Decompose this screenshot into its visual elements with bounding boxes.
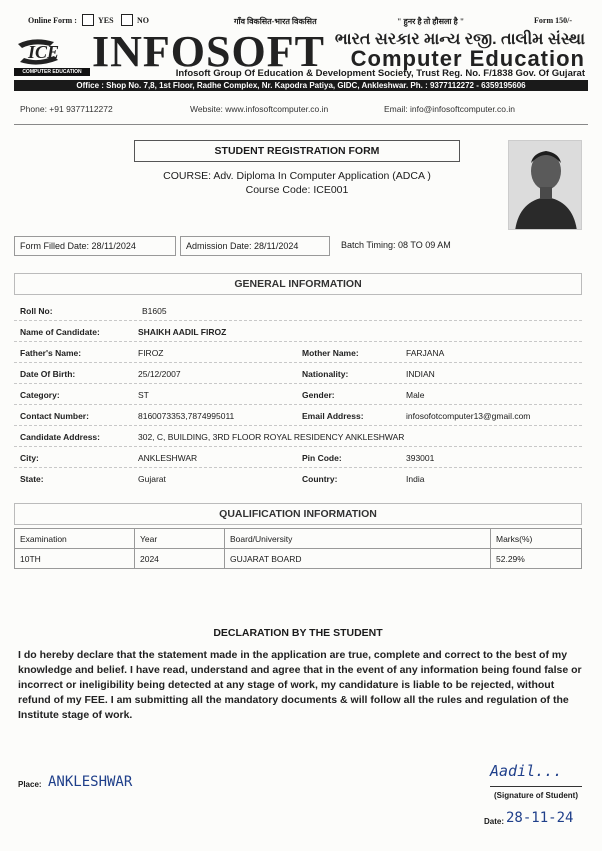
date-handwritten: 28-11-24	[506, 810, 574, 826]
online-form-label: Online Form :	[28, 16, 77, 25]
country-value: India	[406, 474, 425, 484]
header-divider	[14, 124, 588, 125]
society-line: Infosoft Group Of Education & Development Society, Trust Reg. No. F/1838 Gov. Of Gujarat	[175, 68, 585, 79]
student-photo	[508, 140, 582, 230]
row-parents	[14, 342, 582, 363]
admission-date: Admission Date: 28/11/2024	[180, 236, 330, 256]
signature-label: (Signature of Student)	[494, 791, 578, 800]
name-label: Name of Candidate:	[20, 327, 100, 337]
category-value: ST	[138, 390, 149, 400]
form-filled-date: Form Filled Date: 28/11/2024	[14, 236, 176, 256]
row-name	[14, 321, 582, 342]
hindi-slogan: " हुनर है तो हौसला है "	[397, 17, 465, 26]
address-label: Candidate Address:	[20, 432, 100, 442]
dob-value: 25/12/2007	[138, 369, 181, 379]
declaration-heading: DECLARATION BY THE STUDENT	[213, 627, 383, 639]
yes-checkbox[interactable]	[82, 14, 94, 26]
row-city	[14, 447, 582, 468]
cell-marks: 52.29%	[491, 549, 582, 569]
roll-label: Roll No:	[20, 306, 53, 316]
place-label: Place:	[18, 780, 42, 789]
city-value: ANKLESHWAR	[138, 453, 198, 463]
course-name: COURSE: Adv. Diploma In Computer Application (ADCA )	[163, 170, 431, 182]
website-text: Website: www.infosoftcomputer.co.in	[190, 104, 329, 114]
ice-logo	[14, 36, 90, 76]
brand-title: INFOSOFT	[92, 27, 325, 76]
category-label: Category:	[20, 390, 60, 400]
row-category	[14, 384, 582, 405]
email-text: Email: info@infosoftcomputer.co.in	[384, 104, 515, 114]
no-checkbox[interactable]	[121, 14, 133, 26]
logo-subtitle: COMPUTER EDUCATION	[14, 68, 90, 76]
date-label: Date:	[484, 817, 505, 826]
row-dob	[14, 363, 582, 384]
hindi-center-text: गाँव विकसित-भारत विकसित	[234, 17, 317, 26]
email-value: infosofotcomputer13@gmail.com	[406, 411, 531, 421]
col-examination: Examination	[15, 529, 135, 549]
col-year: Year	[135, 529, 225, 549]
row-contact	[14, 405, 582, 426]
general-info-heading: GENERAL INFORMATION	[14, 273, 582, 295]
declaration-text: I do hereby declare that the statement made in the application are true, complete and correct to the best of my knowledge and belief. I have read, understand and agree that in the event of any information being found false or incorrect or ineligibility being detected at any stage of work, my candidature is liable to be rejected, without refund of my FEE. I am submitting all the mandatory documents & will follow all the rules and regulation of the Institute stage of work.	[18, 649, 582, 721]
course-block	[134, 169, 460, 197]
cell-examination: 10TH	[15, 549, 135, 569]
place-handwritten: ANKLESHWAR	[48, 774, 133, 790]
father-label: Father's Name:	[20, 348, 82, 358]
mother-label: Mother Name:	[302, 348, 359, 358]
col-board: Board/University	[225, 529, 491, 549]
address-value: 302, C, BUILDING, 3RD FLOOR ROYAL RESIDENCY ANKLESHWAR	[138, 432, 405, 442]
father-value: FIROZ	[138, 348, 164, 358]
contact-label: Contact Number:	[20, 411, 89, 421]
form-fee: Form 150/-	[534, 16, 572, 25]
cell-year: 2024	[135, 549, 225, 569]
form-title: STUDENT REGISTRATION FORM	[134, 140, 460, 162]
mother-value: FARJANA	[406, 348, 445, 358]
gujarati-title: ભારત સરકાર માન્ય રજી. તાલીમ સંસ્થા	[334, 31, 585, 48]
city-label: City:	[20, 453, 39, 463]
student-signature: Aadil...	[490, 762, 563, 780]
yes-label: YES	[98, 16, 114, 25]
col-marks: Marks(%)	[491, 529, 582, 549]
state-label: State:	[20, 474, 44, 484]
gender-label: Gender:	[302, 390, 335, 400]
signature-line	[490, 786, 582, 787]
qualification-header-row	[15, 529, 582, 549]
dob-label: Date Of Birth:	[20, 369, 76, 379]
course-code: Course Code: ICE001	[245, 184, 349, 196]
qualification-heading: QUALIFICATION INFORMATION	[14, 503, 582, 525]
contact-value: 8160073353,7874995011	[138, 411, 235, 421]
student-photo-icon	[509, 141, 582, 230]
row-roll	[14, 300, 582, 321]
nationality-value: INDIAN	[406, 369, 435, 379]
batch-timing: Batch Timing: 08 TO 09 AM	[341, 240, 451, 250]
pin-value: 393001	[406, 453, 435, 463]
phone-text: Phone: +91 9377112272	[20, 104, 113, 114]
no-label: NO	[137, 16, 149, 25]
row-address	[14, 426, 582, 447]
pin-label: Pin Code:	[302, 453, 342, 463]
country-label: Country:	[302, 474, 338, 484]
qualification-table	[14, 528, 582, 569]
name-value: SHAIKH AADIL FIROZ	[138, 327, 227, 337]
roll-value: B1605	[142, 306, 167, 316]
computer-education-title: Computer Education	[350, 46, 585, 71]
row-state	[14, 468, 582, 489]
cell-board: GUJARAT BOARD	[225, 549, 491, 569]
gender-value: Male	[406, 390, 425, 400]
table-row	[15, 549, 582, 569]
email-label: Email Address:	[302, 411, 364, 421]
ice-logo-icon	[14, 36, 90, 68]
nationality-label: Nationality:	[302, 369, 349, 379]
office-address-bar: Office : Shop No. 7,8, 1st Floor, Radhe Complex, Nr. Kapodra Patiya, GIDC, Ankleshwar. Ph. : 9377112272 - 6359195606	[14, 80, 588, 91]
state-value: Gujarat	[138, 474, 166, 484]
logo-text: ICE	[28, 42, 60, 62]
